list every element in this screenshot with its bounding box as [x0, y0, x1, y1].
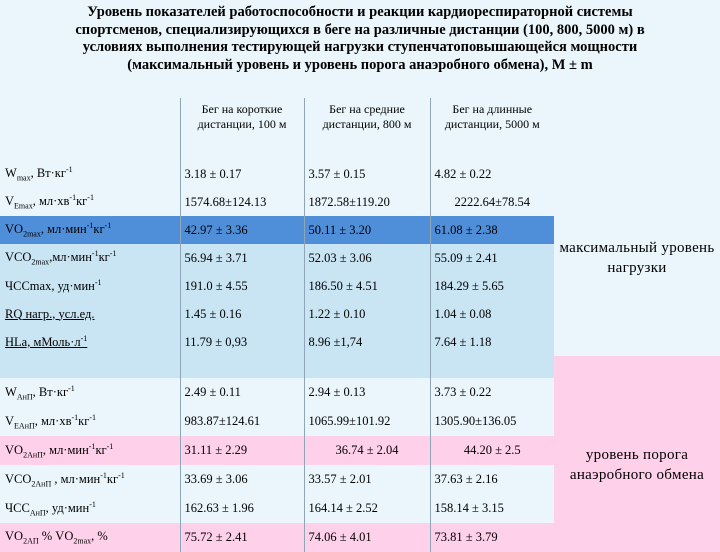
row-label-sub: 2АнП	[31, 479, 52, 489]
cell-value: 164.14 ± 2.52	[304, 494, 430, 523]
row-label	[0, 160, 180, 188]
cell-value: 186.50 ± 4.51	[304, 272, 430, 300]
row-label-base: ЧССmax, уд·мин	[5, 279, 95, 294]
cell-value: 2.49 ± 0.11	[180, 378, 304, 407]
separator-cell	[430, 356, 554, 378]
row-label-base: RQ нагр., усл.ед.	[5, 306, 95, 321]
row-label	[0, 188, 180, 216]
cell-value: 2222.64±78.54	[430, 188, 554, 216]
row-label-sub: max	[16, 173, 31, 183]
header-empty	[0, 98, 180, 160]
title-line-2: спортсменов, специализирующихся в беге на различные дистанции (100, 800, 5000 м) в	[75, 21, 645, 38]
header-row	[0, 98, 720, 160]
cell-value: 8.96 ±1,74	[304, 328, 430, 356]
row-label-sup2: -1	[89, 412, 97, 422]
separator-cell	[0, 356, 180, 378]
row-label-tail: кг	[95, 442, 107, 457]
cell-value: 983.87±124.61	[180, 407, 304, 436]
row-label-sub: 2max	[23, 229, 41, 239]
cell-value: 158.14 ± 3.15	[430, 494, 554, 523]
row-label	[0, 244, 180, 272]
row-label-base: VCO	[5, 250, 32, 265]
row-label-sub: EАнП	[14, 421, 35, 431]
row-label-base: HLa, мМоль·л	[5, 335, 81, 350]
row-label	[0, 300, 180, 328]
cell-value: 1.04 ± 0.08	[430, 300, 554, 328]
page-title	[20, 4, 700, 74]
cell-value: 2.94 ± 0.13	[304, 378, 430, 407]
cell-value: 1305.90±136.05	[430, 407, 554, 436]
separator-cell	[554, 356, 720, 378]
row-label-base: W	[5, 384, 17, 399]
cell-value: 191.0 ± 4.55	[180, 272, 304, 300]
row-label-base: VO	[5, 529, 24, 544]
row-label-sup: -1	[91, 249, 99, 259]
cell-value: 44.20 ± 2.5	[430, 436, 554, 465]
row-label-unit: , Вт·кг	[32, 384, 69, 399]
row-label-tail: , %	[91, 529, 108, 544]
table-row	[0, 160, 720, 188]
row-label-sup2: -1	[87, 193, 94, 203]
cell-value: 31.11 ± 2.29	[180, 436, 304, 465]
cell-value: 50.11 ± 3.20	[304, 216, 430, 244]
cell-value: 3.73 ± 0.22	[430, 378, 554, 407]
cell-value: 4.82 ± 0.22	[430, 160, 554, 188]
cell-value: 61.08 ± 2.38	[430, 216, 554, 244]
row-label-base: ЧСС	[5, 500, 30, 515]
row-label-sub2: 2max	[73, 536, 92, 546]
row-label-base: V	[5, 413, 15, 428]
cell-value: 1.22 ± 0.10	[304, 300, 430, 328]
row-label-base: VCO	[5, 471, 32, 486]
cell-value: 1574.68±124.13	[180, 188, 304, 216]
row-label	[0, 465, 180, 494]
row-label	[0, 272, 180, 300]
row-label	[0, 216, 180, 244]
row-label-sup: -1	[66, 165, 73, 175]
header-100m: Бег на короткие дистанции, 100 м	[180, 98, 304, 160]
row-label-unit: , мл·мин	[40, 222, 87, 237]
row-label-tail: кг	[78, 413, 90, 428]
data-table	[0, 98, 720, 552]
row-label-base: VO	[5, 222, 24, 237]
cell-value: 7.64 ± 1.18	[430, 328, 554, 356]
cell-value: 184.29 ± 5.65	[430, 272, 554, 300]
row-label-unit: , мл·мин	[51, 471, 101, 486]
row-label-sub: 2АнП	[23, 450, 43, 460]
cell-value: 74.06 ± 4.01	[304, 523, 430, 552]
cell-value: 3.18 ± 0.17	[180, 160, 304, 188]
row-label-tail: кг	[76, 194, 88, 209]
cell-value: 33.57 ± 2.01	[304, 465, 430, 494]
row-label-sup: -1	[89, 499, 96, 509]
cell-value: 3.57 ± 0.15	[304, 160, 430, 188]
cell-value: 11.79 ± 0,93	[180, 328, 304, 356]
header-5000m: Бег на длинные дистанции, 5000 м	[430, 98, 554, 160]
row-label-sup: -1	[100, 470, 107, 480]
row-label-sub: АнП	[16, 392, 33, 402]
row-label-sup: -1	[94, 277, 102, 287]
cell-value: 75.72 ± 2.41	[180, 523, 304, 552]
row-label	[0, 494, 180, 523]
row-label	[0, 378, 180, 407]
row-label-sup2: -1	[104, 221, 112, 231]
row-label	[0, 436, 180, 465]
group-label-max: максимальный уровень нагрузки	[554, 160, 720, 356]
row-label-sup: -1	[86, 221, 94, 231]
header-800m: Бег на средние дистанции, 800 м	[304, 98, 430, 160]
cell-value: 162.63 ± 1.96	[180, 494, 304, 523]
row-label-sup: -1	[88, 441, 96, 451]
row-label-sup2: -1	[106, 441, 114, 451]
row-label	[0, 328, 180, 356]
cell-value: 55.09 ± 2.41	[430, 244, 554, 272]
title-line-3: условиях выполнения тестирующей нагрузки ступенчатоповышающейся мощности	[82, 39, 638, 55]
title-line-1: Уровень показателей работоспособности и реакции кардиореспираторной системы	[87, 4, 633, 20]
row-label-sup: -1	[68, 383, 75, 393]
cell-value: 1.45 ± 0.16	[180, 300, 304, 328]
row-label-base: VO	[5, 442, 24, 457]
row-label-unit: , мл·хв	[32, 194, 70, 209]
row-label-base: W	[5, 166, 17, 181]
row-label-unit: % VO	[38, 529, 74, 544]
row-label	[0, 523, 180, 552]
cell-value: 52.03 ± 3.06	[304, 244, 430, 272]
cell-value: 33.69 ± 3.06	[180, 465, 304, 494]
row-label-unit: ,мл·мин	[49, 250, 92, 265]
group-label-anp: уровень порога анаэробного обмена	[554, 378, 720, 552]
cell-value: 37.63 ± 2.16	[430, 465, 554, 494]
row-label-tail: кг	[93, 222, 105, 237]
cell-value: 73.81 ± 3.79	[430, 523, 554, 552]
row-label-sub: АнП	[29, 508, 46, 518]
row-label-sup: -1	[80, 333, 88, 343]
cell-value: 42.97 ± 3.36	[180, 216, 304, 244]
separator-cell	[304, 356, 430, 378]
header-side-empty	[554, 98, 720, 160]
cell-value: 1872.58±119.20	[304, 188, 430, 216]
row-label-tail: кг	[106, 471, 119, 486]
row-label	[0, 407, 180, 436]
separator-cell	[180, 356, 304, 378]
row-label-sup2: -1	[118, 470, 125, 480]
row-label-base: V	[5, 194, 15, 209]
row-label-sup2: -1	[109, 249, 117, 259]
row-label-sub: 2max	[31, 257, 50, 267]
row-label-sub: Emax	[14, 201, 33, 211]
cell-value: 1065.99±101.92	[304, 407, 430, 436]
cell-value: 36.74 ± 2.04	[304, 436, 430, 465]
table-row	[0, 378, 720, 407]
cell-value: 56.94 ± 3.71	[180, 244, 304, 272]
row-label-unit: , уд·мин	[45, 500, 90, 515]
separator-row	[0, 356, 720, 378]
row-label-unit: , Вт·кг	[30, 166, 67, 181]
row-label-tail: кг	[98, 250, 110, 265]
row-label-sup: -1	[71, 412, 79, 422]
row-label-sub: 2АП	[23, 536, 39, 546]
title-line-4: (максимальный уровень и уровень порога анаэробного обмена), М ± m	[127, 56, 593, 73]
row-label-sup: -1	[69, 193, 77, 203]
row-label-unit: , мл·мин	[42, 442, 89, 457]
row-label-unit: , мл·хв	[34, 413, 72, 428]
